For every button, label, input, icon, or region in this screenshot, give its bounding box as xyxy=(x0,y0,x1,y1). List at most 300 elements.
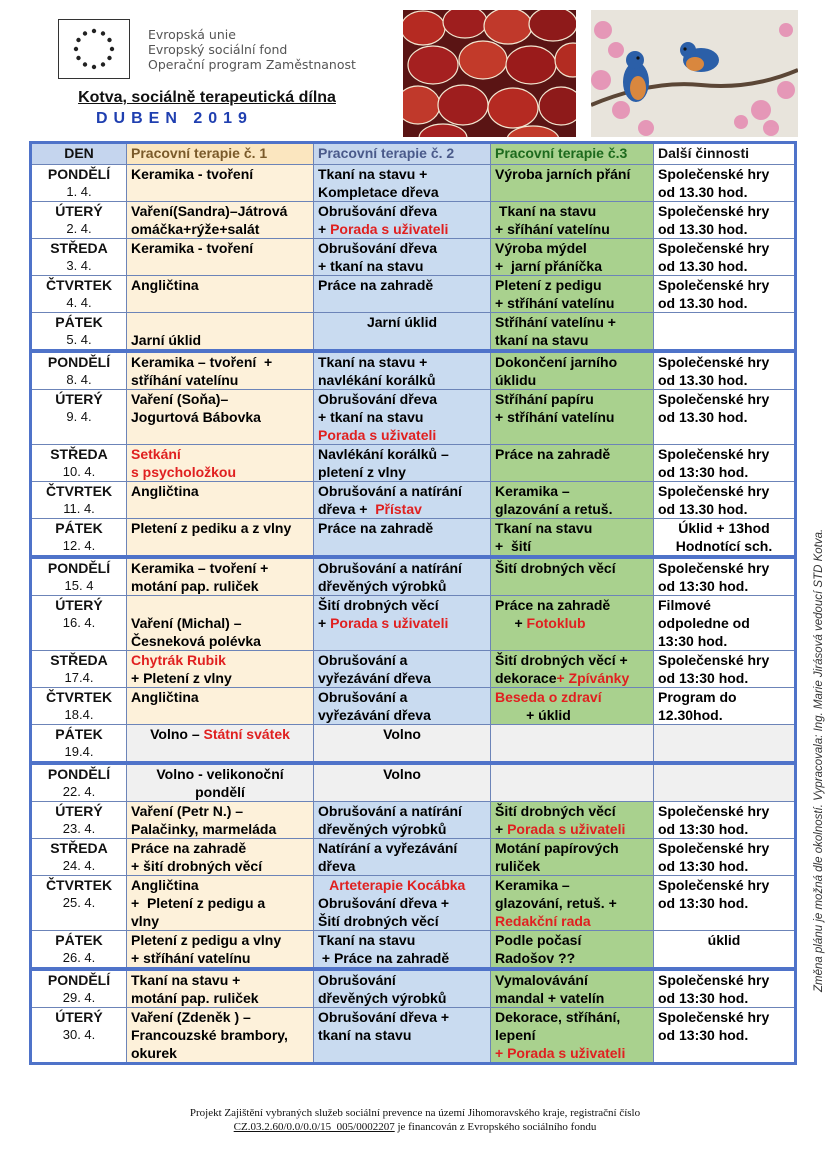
schedule-row xyxy=(31,876,796,931)
cell-line xyxy=(495,220,649,238)
footer-line-1: Projekt Zajištění vybraných služeb sociální prevence na území Jihomoravského kraje, registrační číslo xyxy=(189,1107,641,1119)
day-date: 4. 4. xyxy=(66,295,92,310)
cell-text: omáčka+rýže+salát xyxy=(131,221,260,237)
therapy-3-cell xyxy=(491,763,654,802)
therapy-3-cell xyxy=(491,1008,654,1064)
other-activity-cell xyxy=(654,725,796,764)
cell-text: Stříhání vatelínu + xyxy=(495,314,616,330)
eu-line-1: Evropská unie xyxy=(148,27,236,42)
cell-text: Práce na zahradě xyxy=(318,277,434,293)
therapy-2-cell xyxy=(314,839,491,876)
cell-text: Tkaní na stavu + xyxy=(318,354,428,370)
day-cell xyxy=(31,445,127,482)
cell-line xyxy=(658,577,790,595)
day-name: PONDĚLÍ xyxy=(47,766,111,782)
cell-text: Obrušování a natírání xyxy=(318,560,462,576)
therapy-3-cell xyxy=(491,839,654,876)
cell-line xyxy=(131,857,309,875)
cell-line xyxy=(495,519,649,537)
day-cell xyxy=(31,688,127,725)
footer-line-2-rest: je financován z Evropského sociálního fondu xyxy=(394,1121,597,1133)
schedule-row xyxy=(31,482,796,519)
therapy-1-cell xyxy=(127,763,314,802)
cell-text: Práce na zahradě xyxy=(495,597,611,613)
cell-line xyxy=(658,931,790,949)
schedule-row xyxy=(31,651,796,688)
cell-line xyxy=(131,276,309,294)
cell-line xyxy=(658,165,790,183)
cell-text: dřeva xyxy=(318,858,356,874)
eu-line-2: Evropský sociální fond xyxy=(148,42,288,57)
cell-line xyxy=(658,706,790,724)
therapy-3-cell xyxy=(491,351,654,390)
therapy-3-cell xyxy=(491,390,654,445)
cell-text: Společenské hry xyxy=(658,354,770,370)
cell-text: Jogurtová Bábovka xyxy=(131,409,261,425)
cell-text: Společenské hry xyxy=(658,166,770,182)
cell-line xyxy=(131,688,309,706)
cell-text: tkaní na stavu xyxy=(318,1027,412,1043)
cell-line xyxy=(131,1026,309,1044)
cell-line xyxy=(318,577,486,595)
day-cell xyxy=(31,1008,127,1064)
other-activity-cell xyxy=(654,445,796,482)
cell-line xyxy=(131,371,309,389)
cell-text: Tkaní na stavu xyxy=(495,203,597,219)
cell-line xyxy=(495,408,649,426)
cell-line xyxy=(495,445,649,463)
cell-text: motání pap. ruliček xyxy=(131,578,259,594)
cell-text: Společenské hry xyxy=(658,972,770,988)
cell-line xyxy=(658,202,790,220)
footer xyxy=(90,1106,740,1134)
cell-line xyxy=(658,220,790,238)
document-title: Kotva, sociálně terapeutická dílna xyxy=(78,89,336,106)
other-activity-cell xyxy=(654,276,796,313)
cell-line xyxy=(658,839,790,857)
cell-line xyxy=(658,614,790,632)
cell-text: + xyxy=(318,615,331,631)
cell-text: Keramika – xyxy=(495,483,570,499)
cell-text: Volno – xyxy=(150,726,204,742)
cell-line xyxy=(318,500,486,518)
cell-text: tkaní na stavu xyxy=(495,332,589,348)
cell-line xyxy=(495,331,649,349)
cell-text: Obrušování dřeva xyxy=(318,203,438,219)
therapy-2-cell xyxy=(314,557,491,596)
therapy-2-cell xyxy=(314,351,491,390)
cell-line xyxy=(495,165,649,183)
cell-text: + jarní přáníčka xyxy=(495,258,602,274)
cell-line xyxy=(495,353,649,371)
cell-line xyxy=(658,537,790,555)
schedule-row xyxy=(31,839,796,876)
cell-text: od 13.30 hod. xyxy=(658,221,748,237)
cell-text: Společenské hry xyxy=(658,277,770,293)
cell-line xyxy=(658,276,790,294)
day-cell xyxy=(31,931,127,970)
cell-line xyxy=(658,669,790,687)
other-activity-cell xyxy=(654,165,796,202)
cell-text: Pletení z pedigu a vlny xyxy=(131,932,282,948)
cell-text: Tkaní na stavu xyxy=(318,932,416,948)
highlight-event: Porada s uživateli xyxy=(318,427,437,443)
cell-text: Obrušování dřeva xyxy=(318,391,438,407)
highlight-event: Porada s uživateli xyxy=(507,821,626,837)
therapy-1-cell xyxy=(127,1008,314,1064)
cell-line xyxy=(495,989,649,1007)
cell-text: Společenské hry xyxy=(658,560,770,576)
day-date: 11. 4. xyxy=(63,501,95,516)
therapy-2-cell xyxy=(314,390,491,445)
eu-logo-block xyxy=(56,17,356,81)
highlight-event: Přístav xyxy=(375,501,422,517)
cell-line xyxy=(658,463,790,481)
cell-line xyxy=(495,949,649,967)
cell-text: + úklid xyxy=(495,707,571,723)
schedule-row xyxy=(31,557,796,596)
other-activity-cell xyxy=(654,351,796,390)
therapy-1-cell xyxy=(127,276,314,313)
day-date: 22. 4. xyxy=(62,784,96,799)
cell-line xyxy=(495,688,649,706)
day-name: ČTVRTEK xyxy=(45,689,113,705)
cell-line xyxy=(495,390,649,408)
cell-line xyxy=(318,857,486,875)
cell-line xyxy=(495,839,649,857)
cell-line xyxy=(495,276,649,294)
therapy-2-cell xyxy=(314,725,491,764)
therapy-2-cell xyxy=(314,445,491,482)
cell-line xyxy=(658,651,790,669)
therapy-2-cell xyxy=(314,276,491,313)
therapy-3-cell xyxy=(491,931,654,970)
cell-text: Obrušování a natírání xyxy=(318,803,462,819)
day-date: 24. 4. xyxy=(62,858,96,873)
day-date: 1. 4. xyxy=(66,184,92,199)
cell-line xyxy=(318,614,486,632)
cell-line xyxy=(658,894,790,912)
schedule-row xyxy=(31,763,796,802)
cell-text: Obrušování xyxy=(318,972,396,988)
schedule-row xyxy=(31,725,796,764)
day-date: 23. 4. xyxy=(62,821,96,836)
cell-text: Společenské hry xyxy=(658,446,770,462)
other-activity-cell xyxy=(654,1008,796,1064)
cell-text: glazování a retuš. xyxy=(495,501,613,517)
highlight-event: Porada s uživateli xyxy=(330,221,449,237)
cell-text: vlny xyxy=(131,913,160,929)
eu-text xyxy=(148,27,356,72)
cell-line xyxy=(495,202,649,220)
therapy-1-cell xyxy=(127,519,314,558)
cell-text: Obrušování dřeva + xyxy=(318,895,450,911)
eu-flag-icon xyxy=(58,19,130,79)
day-cell xyxy=(31,651,127,688)
cell-text: Motání papírových xyxy=(495,840,619,856)
cell-text: Obrušování dřeva xyxy=(318,240,438,256)
cell-line xyxy=(131,408,309,426)
birds-photo xyxy=(591,10,798,137)
therapy-1-cell xyxy=(127,482,314,519)
cell-line xyxy=(658,500,790,518)
cell-line xyxy=(658,857,790,875)
cell-text: od 13:30 hod. xyxy=(658,990,749,1006)
cell-text: stříhání vatelínu xyxy=(131,372,239,388)
cell-line xyxy=(318,519,486,537)
cell-line xyxy=(131,949,309,967)
day-name: STŘEDA xyxy=(50,840,108,856)
cell-text: Úklid + 13hod xyxy=(678,520,770,536)
schedule-row xyxy=(31,239,796,276)
other-activity-cell xyxy=(654,651,796,688)
cell-text: od 13.30 hod. xyxy=(658,258,748,274)
cell-text: navlékání korálků xyxy=(318,372,436,388)
cell-text: Volno - velikonoční xyxy=(156,766,284,782)
therapy-3-cell xyxy=(491,651,654,688)
cell-text: Šití drobných věcí xyxy=(495,803,616,819)
therapy-1-cell xyxy=(127,165,314,202)
cell-text: Angličtina xyxy=(131,483,199,499)
day-date: 12. 4. xyxy=(62,538,96,553)
day-cell xyxy=(31,351,127,390)
cell-line xyxy=(495,857,649,875)
cell-text: od 13.30 hod. xyxy=(658,409,748,425)
cell-line xyxy=(318,165,486,183)
day-cell xyxy=(31,969,127,1008)
day-name: PÁTEK xyxy=(55,520,103,536)
highlight-event: Chytrák Rubik xyxy=(131,652,226,668)
day-date: 8. 4. xyxy=(66,372,92,387)
cell-line xyxy=(658,371,790,389)
cell-text: Filmové xyxy=(658,597,711,613)
cell-text: odpoledne od xyxy=(658,615,750,631)
cell-line xyxy=(318,765,486,783)
cell-line xyxy=(495,931,649,949)
cell-line xyxy=(318,390,486,408)
cell-text: + sříhání vatelínu xyxy=(495,221,610,237)
cell-line xyxy=(131,802,309,820)
therapy-1-cell xyxy=(127,596,314,651)
cell-line xyxy=(318,706,486,724)
cell-line xyxy=(658,445,790,463)
therapy-3-cell xyxy=(491,688,654,725)
cell-text: Keramika – xyxy=(495,877,570,893)
therapy-3-cell xyxy=(491,165,654,202)
cell-text: + xyxy=(495,821,508,837)
cell-text: dřevěných výrobků xyxy=(318,578,447,594)
schedule-row xyxy=(31,351,796,390)
cell-line xyxy=(495,1044,649,1062)
day-cell xyxy=(31,725,127,764)
cell-line xyxy=(318,371,486,389)
cell-text: dřeva + xyxy=(318,501,376,517)
therapy-2-cell xyxy=(314,763,491,802)
cell-text: Výroba jarních přání xyxy=(495,166,631,182)
cell-line xyxy=(495,239,649,257)
schedule-row xyxy=(31,596,796,651)
cell-text: + stříhání vatelínu xyxy=(131,950,251,966)
cell-line xyxy=(658,596,790,614)
cell-line xyxy=(318,353,486,371)
cell-line xyxy=(131,220,309,238)
cell-line xyxy=(131,390,309,408)
cell-text: Angličtina xyxy=(131,877,199,893)
therapy-1-cell xyxy=(127,688,314,725)
cell-text: od 13:30 hod. xyxy=(658,1027,749,1043)
cell-text: Pletení z pedigu xyxy=(495,277,602,293)
cell-text: Program do xyxy=(658,689,737,705)
cell-line xyxy=(131,839,309,857)
day-cell xyxy=(31,239,127,276)
cell-line xyxy=(495,894,649,912)
cell-text: Palačinky, marmeláda xyxy=(131,821,277,837)
cell-text: Obrušování a xyxy=(318,652,408,668)
therapy-2-cell xyxy=(314,239,491,276)
day-name: ÚTERÝ xyxy=(55,203,103,219)
cell-text: Vaření (Zdeněk ) – xyxy=(131,1009,251,1025)
therapy-3-cell xyxy=(491,802,654,839)
cell-line xyxy=(658,820,790,838)
cell-line xyxy=(495,294,649,312)
cell-line xyxy=(318,688,486,706)
cell-text: okurek xyxy=(131,1045,177,1061)
highlight-event: + Porada s uživateli xyxy=(495,1045,626,1061)
cell-text: 13:30 hod. xyxy=(658,633,728,649)
therapy-3-cell xyxy=(491,969,654,1008)
cell-text: Tkaní na stavu + xyxy=(131,972,241,988)
cell-line xyxy=(495,876,649,894)
highlight-event: + Zpívánky xyxy=(556,670,630,686)
day-date: 30. 4. xyxy=(62,1027,96,1042)
cell-text: Společenské hry xyxy=(658,840,770,856)
cell-line xyxy=(318,257,486,275)
therapy-2-cell xyxy=(314,802,491,839)
cell-line xyxy=(658,1008,790,1026)
cell-text: od 13:30 hod. xyxy=(658,858,749,874)
cell-line xyxy=(131,725,309,743)
therapy-1-cell xyxy=(127,839,314,876)
cell-text: Obrušování dřeva + xyxy=(318,1009,450,1025)
schedule-row xyxy=(31,445,796,482)
other-activity-cell xyxy=(654,313,796,352)
easter-eggs-photo xyxy=(403,10,576,137)
cell-text: Radošov ?? xyxy=(495,950,576,966)
cell-line xyxy=(318,876,486,894)
cell-text: Dokončení jarního xyxy=(495,354,618,370)
cell-text: úklid xyxy=(707,932,741,948)
cell-line xyxy=(131,894,309,912)
cell-line xyxy=(131,596,309,614)
therapy-1-cell xyxy=(127,802,314,839)
cell-text: Šití drobných věcí xyxy=(318,913,439,929)
other-activity-cell xyxy=(654,239,796,276)
cell-line xyxy=(658,257,790,275)
cell-line xyxy=(495,820,649,838)
cell-line xyxy=(495,371,649,389)
cell-line xyxy=(131,577,309,595)
therapy-1-cell xyxy=(127,969,314,1008)
cell-line xyxy=(131,1008,309,1026)
day-cell xyxy=(31,390,127,445)
day-name: ÚTERÝ xyxy=(55,391,103,407)
day-name: PÁTEK xyxy=(55,726,103,742)
therapy-3-cell xyxy=(491,725,654,764)
therapy-3-cell xyxy=(491,876,654,931)
cell-text: ruliček xyxy=(495,858,541,874)
therapy-3-cell xyxy=(491,313,654,352)
cell-line xyxy=(131,1044,309,1062)
schedule-row xyxy=(31,313,796,352)
day-date: 2. 4. xyxy=(66,221,92,236)
cell-text: Vaření (Petr N.) – xyxy=(131,803,244,819)
cell-line xyxy=(495,559,649,577)
cell-line xyxy=(318,725,486,743)
other-activity-cell xyxy=(654,688,796,725)
col-header-day: DEN xyxy=(31,143,127,165)
schedule-body xyxy=(31,165,796,1064)
cell-line xyxy=(318,669,486,687)
highlight-event: Státní svátek xyxy=(203,726,290,742)
therapy-3-cell xyxy=(491,557,654,596)
cell-line xyxy=(318,426,486,444)
therapy-3-cell xyxy=(491,445,654,482)
therapy-2-cell xyxy=(314,931,491,970)
cell-line xyxy=(658,971,790,989)
schedule-row xyxy=(31,969,796,1008)
cell-text: od 13.30 hod. xyxy=(658,184,748,200)
cell-text: úklidu xyxy=(495,372,537,388)
cell-line xyxy=(318,596,486,614)
schedule-row xyxy=(31,165,796,202)
cell-text: + šití xyxy=(495,538,532,554)
side-note xyxy=(797,350,825,1000)
cell-text: od 13:30 hod. xyxy=(658,464,749,480)
day-cell xyxy=(31,276,127,313)
cell-line xyxy=(658,294,790,312)
other-activity-cell xyxy=(654,802,796,839)
cell-line xyxy=(318,276,486,294)
cell-text: Tkaní na stavu + xyxy=(318,166,428,182)
cell-text: 12.30hod. xyxy=(658,707,723,723)
cell-line xyxy=(658,632,790,650)
day-cell xyxy=(31,876,127,931)
cell-text: Šití drobných věcí + xyxy=(495,652,628,668)
cell-line xyxy=(131,313,309,331)
cell-text: Společenské hry xyxy=(658,803,770,819)
cell-line xyxy=(131,669,309,687)
day-date: 18.4. xyxy=(64,707,94,722)
cell-text: Navlékání korálků – xyxy=(318,446,449,462)
cell-line xyxy=(658,989,790,1007)
cell-text: Hodnotící sch. xyxy=(675,538,773,554)
cell-line xyxy=(495,669,649,687)
cell-line xyxy=(318,971,486,989)
therapy-1-cell xyxy=(127,557,314,596)
cell-text: Kompletace dřeva xyxy=(318,184,439,200)
highlight-event: s psycholožkou xyxy=(131,464,237,480)
col-header-therapy-3: Pracovní terapie č.3 xyxy=(491,143,654,165)
cell-line xyxy=(658,183,790,201)
day-name: STŘEDA xyxy=(50,652,108,668)
cell-text: dřevěných výrobků xyxy=(318,990,447,1006)
schedule-row xyxy=(31,276,796,313)
therapy-2-cell xyxy=(314,688,491,725)
other-activity-cell xyxy=(654,931,796,970)
cell-line xyxy=(658,353,790,371)
cell-text: + xyxy=(495,615,527,631)
cell-text: + šití drobných věcí xyxy=(131,858,263,874)
